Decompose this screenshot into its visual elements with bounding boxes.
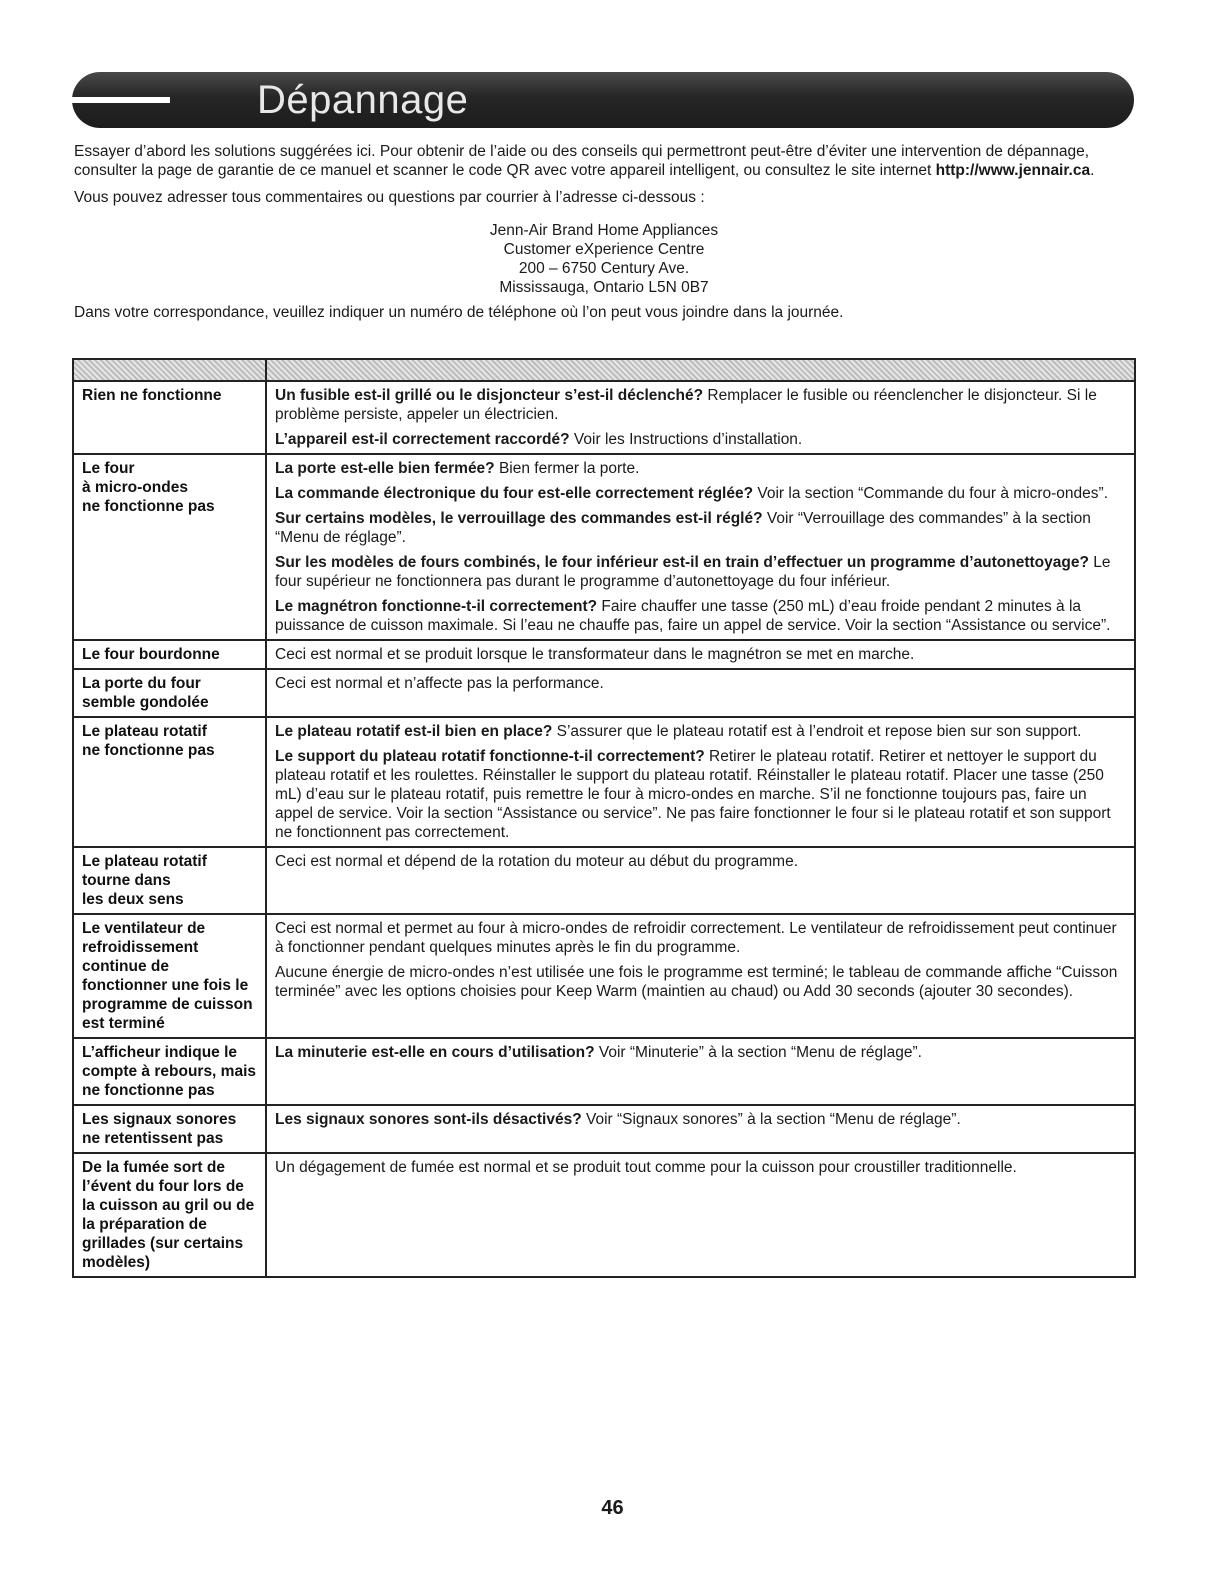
solution-paragraph — [275, 459, 1126, 478]
solution-paragraph — [275, 509, 1126, 547]
table-body — [73, 381, 1135, 1277]
problem-cell: Le plateau rotatif ne fonctionne pas — [73, 717, 266, 847]
intro-paragraph-1: Essayer d’abord les solutions suggérées ici. Pour obtenir de l’aide ou des conseils qui permettront peut-être d’éviter une intervention de dépannage, consulter la page de garantie de ce manuel et scanner le code QR avec votre appareil intelligent, ou consultez le site internet http://www.jennair.ca. — [74, 143, 1095, 179]
solution-answer: Voir “Minuterie” à la section “Menu de réglage”. — [594, 1044, 922, 1061]
table-row — [73, 454, 1135, 640]
solution-cell — [266, 640, 1135, 669]
solution-answer: Retirer le plateau rotatif. Retirer et nettoyer le support du plateau rotatif et les roulettes. Réinstaller le support du plateau rotatif. Réinstaller le plateau rotatif. Placer une tasse (250 mL) d’eau sur le plateau rotatif, puis remettre le four à micro-ondes en marche. S’il ne fonctionne toujours pas, faire un appel de service. Voir la section “Assistance ou service”. Ne pas faire fonctionner le four si le plateau rotatif et son support ne fonctionnent pas correctement. — [275, 748, 1111, 841]
table-row — [73, 1038, 1135, 1105]
header-problem — [73, 359, 266, 381]
solution-question: La commande électronique du four est-elle correctement réglée? — [275, 485, 754, 502]
troubleshooting-table — [72, 358, 1136, 1278]
problem-cell: De la fumée sort de l’évent du four lors de la cuisson au gril ou de la préparation de grillades (sur certains modèles) — [73, 1153, 266, 1277]
solution-cell — [266, 847, 1135, 914]
table-row — [73, 1105, 1135, 1153]
problem-cell: Rien ne fonctionne — [73, 381, 266, 454]
page-title: Dépannage — [257, 78, 469, 122]
solution-paragraph — [275, 919, 1126, 957]
solution-question: Les signaux sonores sont-ils désactivés? — [275, 1111, 582, 1128]
problem-cell: La porte du four semble gondolée — [73, 669, 266, 717]
table-row — [73, 717, 1135, 847]
intro-paragraph-3: Dans votre correspondance, veuillez indiquer un numéro de téléphone où l’on peut vous joindre dans la journée. — [74, 304, 844, 321]
solution-paragraph — [275, 747, 1126, 842]
header-solutions — [266, 359, 1135, 381]
problem-cell: Le ventilateur de refroidissement continue de fonctionner une fois le programme de cuisson est terminé — [73, 914, 266, 1038]
solution-paragraph — [275, 597, 1126, 635]
solution-question: La porte est-elle bien fermée? — [275, 460, 495, 477]
solution-answer: Voir les Instructions d’installation. — [569, 431, 803, 448]
section-banner — [72, 72, 1134, 128]
solution-paragraph — [275, 484, 1126, 503]
problem-cell: Le plateau rotatif tourne dans les deux sens — [73, 847, 266, 914]
table-header-row — [73, 359, 1135, 381]
problem-cell: L’afficheur indique le compte à rebours, mais ne fonctionne pas — [73, 1038, 266, 1105]
solution-answer: Un dégagement de fumée est normal et se produit tout comme pour la cuisson pour croustiller traditionnelle. — [275, 1159, 1017, 1176]
solution-cell — [266, 669, 1135, 717]
solution-paragraph — [275, 1043, 1126, 1062]
table-row — [73, 1153, 1135, 1277]
table-row — [73, 640, 1135, 669]
problem-cell: Le four à micro-ondes ne fonctionne pas — [73, 454, 266, 640]
problem-cell: Les signaux sonores ne retentissent pas — [73, 1105, 266, 1153]
solution-question: Le support du plateau rotatif fonctionne-t-il correctement? — [275, 748, 705, 765]
solution-question: La minuterie est-elle en cours d’utilisation? — [275, 1044, 595, 1061]
solution-cell — [266, 717, 1135, 847]
solution-cell — [266, 454, 1135, 640]
solution-paragraph — [275, 430, 1126, 449]
solution-cell — [266, 1105, 1135, 1153]
solution-question: Le plateau rotatif est-il bien en place? — [275, 723, 553, 740]
solution-paragraph — [275, 963, 1126, 1001]
intro-paragraph-2: Vous pouvez adresser tous commentaires ou questions par courrier à l’adresse ci-dessous : — [74, 189, 705, 206]
address-line: Customer eXperience Centre — [503, 241, 705, 258]
address-line: Mississauga, Ontario L5N 0B7 — [499, 279, 709, 296]
solution-cell — [266, 381, 1135, 454]
website-link[interactable]: http://www.jennair.ca — [935, 162, 1091, 179]
banner-accent-line — [72, 97, 170, 103]
solution-answer: Bien fermer la porte. — [494, 460, 640, 477]
solution-paragraph — [275, 1110, 1126, 1129]
problem-cell: Le four bourdonne — [73, 640, 266, 669]
table-row — [73, 914, 1135, 1038]
solution-paragraph — [275, 674, 1126, 693]
mailing-address — [74, 221, 1134, 297]
solution-question: L’appareil est-il correctement raccordé? — [275, 431, 570, 448]
solution-answer: Aucune énergie de micro-ondes n’est utilisée une fois le programme est terminé; le tableau de commande affiche “Cuisson terminée” avec les options choisies pour Keep Warm (maintien au chaud) ou Add 30 seconds (ajouter 30 secondes). — [275, 964, 1118, 1000]
solution-cell — [266, 1153, 1135, 1277]
solution-question: Un fusible est-il grillé ou le disjoncteur s’est-il déclenché? — [275, 387, 704, 404]
solution-answer: S’assurer que le plateau rotatif est à l’endroit et repose bien sur son support. — [552, 723, 1082, 740]
solution-paragraph — [275, 722, 1126, 741]
solution-answer: Le four supérieur ne fonctionnera pas durant le programme d’autonettoyage du four inférieur. — [275, 554, 1111, 590]
table-row — [73, 381, 1135, 454]
solution-question: Sur certains modèles, le verrouillage des commandes est-il réglé? — [275, 510, 763, 527]
solution-paragraph — [275, 1158, 1126, 1177]
solution-paragraph — [275, 553, 1126, 591]
solution-answer: Ceci est normal et dépend de la rotation du moteur au début du programme. — [275, 853, 799, 870]
solution-paragraph — [275, 645, 1126, 664]
solution-question: Le magnétron fonctionne-t-il correctement? — [275, 598, 598, 615]
solution-answer: Ceci est normal et n’affecte pas la performance. — [275, 675, 604, 692]
solution-answer: Voir “Signaux sonores” à la section “Menu de réglage”. — [581, 1111, 961, 1128]
solution-cell — [266, 1038, 1135, 1105]
solution-cell — [266, 914, 1135, 1038]
address-line: 200 – 6750 Century Ave. — [518, 260, 690, 277]
solution-paragraph — [275, 386, 1126, 424]
solution-answer: Ceci est normal et se produit lorsque le transformateur dans le magnétron se met en marche. — [275, 646, 915, 663]
solution-answer: Faire chauffer une tasse (250 mL) d’eau froide pendant 2 minutes à la puissance de cuisson maximale. Si l’eau ne chauffe pas, faire un appel de service. Voir la section “Assistance ou service”. — [275, 598, 1111, 634]
solution-question: Sur les modèles de fours combinés, le four inférieur est-il en train d’effectuer un programme d’autonettoyage? — [275, 554, 1089, 571]
address-line: Jenn-Air Brand Home Appliances — [489, 222, 719, 239]
table-row — [73, 669, 1135, 717]
page-number: 46 — [601, 1497, 624, 1519]
solution-answer: Voir “Verrouillage des commandes” à la section “Menu de réglage”. — [275, 510, 1091, 546]
solution-answer: Remplacer le fusible ou réenclencher le disjoncteur. Si le problème persiste, appeler un électricien. — [275, 387, 1097, 423]
table-row — [73, 847, 1135, 914]
intro-text — [74, 142, 1134, 330]
solution-paragraph — [275, 852, 1126, 871]
solution-answer: Ceci est normal et permet au four à micro-ondes de refroidir correctement. Le ventilateur de refroidissement peut continuer à fonctionner pendant quelques minutes après le fin du programme. — [275, 920, 1117, 956]
solution-answer: Voir la section “Commande du four à micro-ondes”. — [753, 485, 1108, 502]
